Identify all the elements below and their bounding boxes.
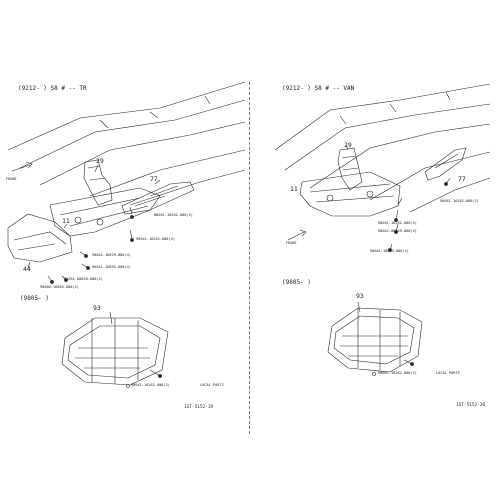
page-code: 1ST-5152-20 [456,403,486,408]
variant-label: (9805- ) [282,279,311,286]
part-number: 90000-16804-000(2) [40,285,79,289]
frame-rail-line [40,122,245,185]
callout-11: 11 [290,185,298,193]
part-number: 90041-16262-000(2) [378,371,417,375]
callout-93: 93 [93,304,101,312]
callout-11: 11 [62,217,70,225]
part-number: 90041-16262-000(4) [136,237,175,241]
front-arrow [288,230,306,240]
front-label: FRONT [6,177,17,181]
frame-rail-line [410,175,490,212]
callout-77: 77 [150,175,158,183]
underguard-93 [328,308,422,372]
part-number: 90041-16262-000(4) [378,221,417,225]
part-number: 90041-16262-000(2) [440,199,479,203]
callout-77: 77 [458,175,466,183]
callout-29: 29 [96,157,104,165]
part-number: 90041-16893-000(4) [370,249,409,253]
callout-44: 44 [23,265,31,273]
crossmember-11 [50,188,160,236]
callout-29: 29 [344,141,352,149]
frame-rail-line [130,170,245,205]
part-number: 90041-16262-000(2) [131,383,170,387]
panel-header: (9212- ) S8 # -- TR [18,85,87,92]
part-number: 08041-16262-000(2) [154,213,193,217]
part-number: 90042-16029-000(4) [92,253,131,257]
bracket-77 [122,182,194,214]
part-number: 90042-06029-000(4) [378,229,417,233]
frame-rail-line [8,82,245,150]
right-panel-van [250,0,500,500]
mount-bracket-29 [84,157,112,205]
local-parts-label: LOCAL PARTS [436,371,460,375]
local-parts-label: LOCAL PARTS [200,383,224,387]
frame-rail-line [275,84,490,150]
page-code: 1ST-5152-19 [184,405,214,410]
part-number: 91651-60820-000(2) [64,277,103,281]
frame-rail-line [370,152,490,200]
variant-label: (9805- ) [20,295,49,302]
crossmember-11 [300,172,400,216]
callout-93: 93 [356,292,364,300]
part-number: 90041-16893-000(4) [92,265,131,269]
panel-header: (9212- ) S8 # -- VAN [282,85,355,92]
frame-rail-line [285,104,490,170]
frame-rail-line [90,150,245,196]
front-label: FRONT [286,241,297,245]
